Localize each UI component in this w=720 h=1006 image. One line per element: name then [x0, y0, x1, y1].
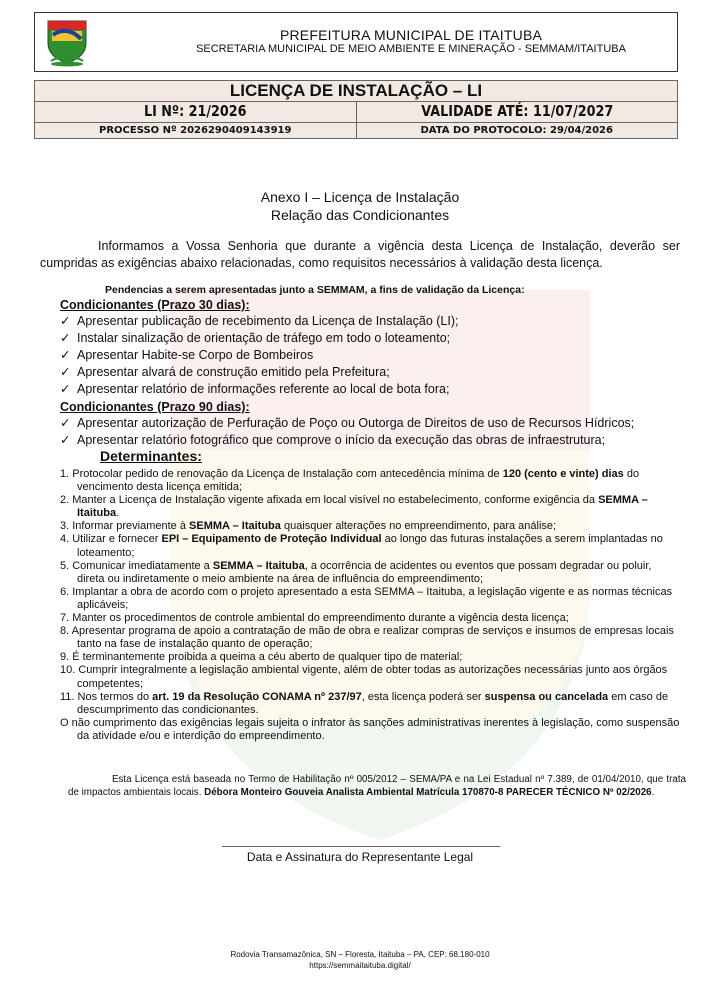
header-municipality: PREFEITURA MUNICIPAL DE ITAITUBA	[279, 27, 543, 43]
list-item: ✓ Apresentar Habite-se Corpo de Bombeiros	[60, 348, 314, 362]
list-item: ✓ Apresentar relatório de informações referente ao local de bota fora;	[60, 382, 450, 396]
list-item: 11. Nos termos do art. 19 da Resolução CONAMA nº 237/97, esta licença poderá ser suspensa ou cancelada em caso de descumprimento das condicionantes.	[60, 690, 669, 716]
list-item: ✓ Apresentar autorização de Perfuração de Poço ou Outorga de Direitos de uso de Recursos Hídricos;	[60, 416, 635, 430]
list-item: ✓ Apresentar relatório fotográfico que comprove o início da execução das obras de infraestrutura;	[60, 433, 606, 447]
signature-caption: Data e Assinatura do Representante Legal	[246, 850, 474, 864]
list-item: 9. É terminantemente proibida a queima a céu aberto de qualquer tipo de material;	[60, 651, 463, 664]
determinantes-heading: Determinantes:	[100, 448, 202, 464]
check-icon: ✓	[60, 331, 71, 345]
process-number: PROCESSO Nº 2026290409143919	[35, 123, 357, 139]
note-signatory: Débora Monteiro Gouveia Analista Ambiental Matrícula 170870-8 PARECER TÉCNICO Nº 02/2026	[204, 787, 652, 798]
intro-paragraph	[40, 238, 680, 272]
list-item: 8. Apresentar programa de apoio a contratação de mão de obra e realizar compras de serviços e insumos de empresas locais tanto na fase de instalação quanto de operação;	[60, 625, 674, 651]
conditions-30-list	[60, 313, 458, 398]
list-item: 7. Manter os procedimentos de controle ambiental do empreendimento durante a vigência desta licença;	[60, 612, 569, 625]
footer-address: Rodovia Transamazônica, SN – Floresta, Itaituba – PA, CEP: 68.180-010	[230, 950, 490, 959]
municipal-crest-icon	[45, 17, 89, 67]
license-validity: VALIDADE ATÉ: 11/07/2027	[420, 102, 613, 120]
list-item: 5. Comunicar imediatamente a SEMMA – Itaituba, a ocorrência de acidentes ou eventos que possam degradar ou poluir, direta ou indiretamente o meio ambiente na área de influência do empreendimento;	[60, 559, 652, 585]
pendencias-heading: Pendencias a serem apresentadas junto a SEMMAM, a fins de validação da Licença:	[105, 284, 525, 296]
check-icon: ✓	[60, 382, 71, 396]
list-item: 10. Cumprir integralmente a legislação ambiental vigente, além de obter todas as autorizações necessárias junto aos órgãos competentes;	[60, 664, 668, 690]
check-icon: ✓	[60, 314, 71, 328]
conditions-90-list	[60, 415, 634, 449]
list-item: O não cumprimento das exigências legais sujeita o infrator às sanções administrativas inerentes à legislação, como suspensão da atividade e/ou e interdição do empreendimento.	[60, 716, 680, 742]
determinantes-list	[60, 468, 682, 743]
legal-basis-note: Esta Licença está baseada no Termo de Habilitação nº 005/2012 – SEMA/PA e na Lei Estadual nº 7.389, de 01/04/2010, que trata de impactos ambientais locais. Débora Monteiro Gouveia Analista Ambiental Matrícula 170870-8 PARECER TÉCNICO Nº 02/2026.	[68, 774, 686, 798]
list-item: ✓ Apresentar alvará de construção emitido pela Prefeitura;	[60, 365, 390, 379]
note-text: Esta Licença está baseada no Termo de Habilitação nº 005/2012 – SEMA/PA e na Lei Estadual nº 7.389, de 01/04/2010, que trata de impactos ambientais locais.	[68, 774, 686, 798]
list-item: ✓ Instalar sinalização de orientação de tráfego em todo o loteamento;	[60, 331, 451, 345]
list-item: ✓ Apresentar publicação de recebimento da Licença de Instalação (LI);	[60, 314, 459, 328]
check-icon: ✓	[60, 348, 71, 362]
annex-subtitle: Relação das Condicionantes	[270, 207, 450, 223]
signature-line	[222, 846, 500, 847]
conditions-30-heading: Condicionantes (Prazo 30 dias):	[60, 298, 250, 312]
list-item: 2. Manter a Licença de Instalação vigente afixada em local visível no estabelecimento, conforme exigência da SEMMA – Itaituba.	[60, 494, 648, 520]
license-title: LICENÇA DE INSTALAÇÃO – LI	[35, 81, 678, 102]
check-icon: ✓	[60, 433, 71, 447]
check-icon: ✓	[60, 416, 71, 430]
intro-text: Informamos a Vossa Senhoria que durante a vigência desta Licença de Instalação, deverão ser cumpridas as exigências abaixo relacionadas, como requisitos necessários à validação desta licença.	[40, 239, 680, 270]
check-icon: ✓	[60, 365, 71, 379]
footer-url: https://semmaitaituba.digital/	[309, 961, 411, 970]
list-item: 6. Implantar a obra de acordo com o projeto apresentado a esta SEMMA – Itaituba, a legislação vigente e as normas técnicas aplicáveis;	[60, 585, 673, 611]
license-table	[34, 80, 678, 139]
protocol-date: DATA DO PROTOCOLO: 29/04/2026	[356, 123, 678, 139]
list-item: 1. Protocolar pedido de renovação da Licença de Instalação com antecedência mínima de 120 (cento e vinte) dias do vencimento desta licença emitida;	[60, 468, 640, 494]
header-box	[34, 12, 678, 72]
annex-title: Anexo I – Licença de Instalação	[260, 189, 460, 205]
license-number: LI Nº: 21/2026	[143, 102, 247, 120]
header-secretariat: SECRETARIA MUNICIPAL DE MEIO AMBIENTE E MINERAÇÃO - SEMMAM/ITAITUBA	[196, 43, 626, 55]
list-item: 4. Utilizar e fornecer EPI – Equipamento de Proteção Individual ao longo das futuras instalações a serem implantadas no loteamento;	[60, 533, 663, 559]
conditions-90-heading: Condicionantes (Prazo 90 dias):	[60, 400, 250, 414]
list-item: 3. Informar previamente à SEMMA – Itaituba quaisquer alterações no empreendimento, para análise;	[60, 520, 557, 533]
annex-heading	[0, 188, 720, 224]
